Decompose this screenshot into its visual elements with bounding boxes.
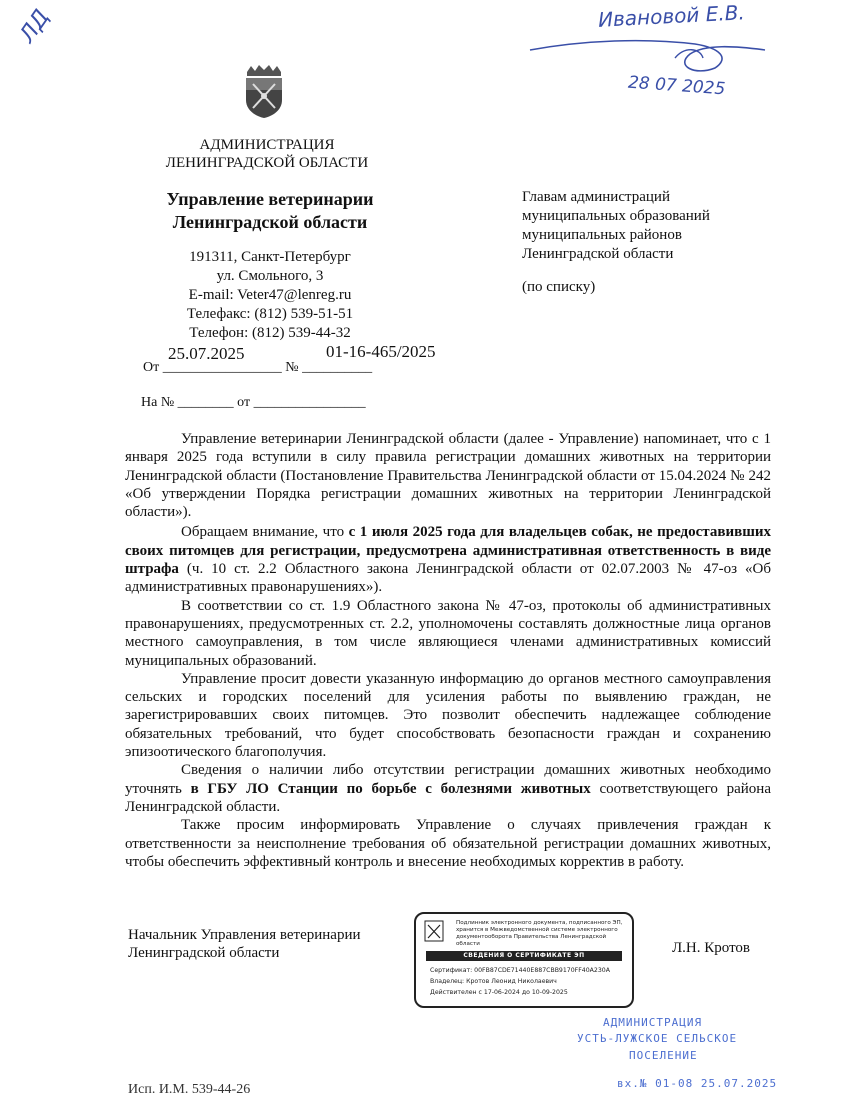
department-name-line2: Ленинградской области xyxy=(172,212,368,232)
handwritten-signature xyxy=(525,28,775,78)
reference-line: На № ________ от ________________ xyxy=(141,395,366,410)
paragraph: Управление ветеринарии Ленинградской области (далее - Управление) напоминает, что с 1 января 2025 года вступили в силу правила регистрации домашних животных на территории Ленинградской области (Постановление Правительства Ленинградской области от 15.04.2024 № 242 «Об утверждении Порядка регистрации домашних животных на территории Ленинградской области»). xyxy=(125,431,771,521)
incoming-stamp-line4: вх.№ 01-08 25.07.2025 xyxy=(617,1077,778,1090)
resolution-note: Ивановой Е.В. xyxy=(597,0,746,32)
administration-name: АДМИНИСТРАЦИЯ ЛЕНИНГРАДСКОЙ ОБЛАСТИ xyxy=(165,137,369,171)
e-signature-stamp xyxy=(414,912,634,1008)
registration-date: 25.07.2025 xyxy=(168,344,245,363)
addressee-line: муниципальных районов xyxy=(522,227,682,243)
department-name-line1: Управление ветеринарии xyxy=(166,189,374,209)
fax: Телефакс: (812) 539-51-51 xyxy=(186,306,354,322)
street-address: ул. Смольного, 3 xyxy=(216,268,324,284)
incoming-stamp-line3: ПОСЕЛЕНИЕ xyxy=(629,1049,698,1062)
addressee-line: Главам администраций xyxy=(522,189,670,205)
paragraph: Управление просит довести указанную информацию до органов местного самоуправления сельских и городских поселений для усиления работы по выявлению граждан, не зарегистрировавших своих питомцев. Это позволит обеспечить надлежащее соблюдение обязательных требований, что будет способствовать безопасности граждан и сохранению эпизоотического благополучия. xyxy=(125,670,771,761)
certificate-id: Сертификат: 00FB87CDE71440E887CBB9170FF40A230A xyxy=(430,967,610,974)
coat-of-arms-icon xyxy=(424,920,444,942)
certificate-owner: Владелец: Кротов Леонид Николаевич xyxy=(430,978,557,985)
certificate-validity: Действителен с 17-06-2024 до 10-09-2025 xyxy=(430,989,568,996)
paragraph: Обращаем внимание, что с 1 июля 2025 года для владельцев собак, не предоставивших своих питомцев для регистрации, предусмотрена административная ответственность в виде штрафа (ч. 10 ст. 2.2 Областного закона Ленинградской области от 02.07.2003 № 47-оз «Об административных правонарушениях»). xyxy=(125,524,772,596)
e-signature-note: Подлинник электронного документа, подписанного ЭП, хранится в Межведомственной системе электронного документооборота Правительства Ленинградской области xyxy=(456,920,623,947)
certificate-header: СВЕДЕНИЯ О СЕРТИФИКАТЕ ЭП xyxy=(426,951,622,961)
signatory-title xyxy=(128,926,361,962)
emphasis-text: с 1 июля 2025 года для владельцев собак, не предоставивших своих питомцев для регистрации, предусмотрена административная ответственность в виде штрафа xyxy=(125,524,772,578)
letter-body xyxy=(125,430,771,871)
corner-handwritten-mark: ЛД xyxy=(14,5,55,48)
coat-of-arms-icon xyxy=(243,64,285,119)
registration-line: От _________________ № __________ xyxy=(143,360,373,375)
addressee-note: (по списку) xyxy=(522,279,596,295)
signatory-name: Л.Н. Кротов xyxy=(672,940,751,956)
paragraph: Также просим информировать Управление о случаях привлечения граждан к ответственности за неисполнение требования об обязательной регистрации домашних животных, чтобы обеспечить эффективный контроль и внесение необходимых корректив в работу. xyxy=(125,817,771,870)
postal-address: 191311, Санкт-Петербург xyxy=(189,249,351,265)
addressee-line: Ленинградской области xyxy=(522,246,674,262)
registration-number: 01-16-465/2025 xyxy=(326,342,436,361)
signatory-title-line1: Начальник Управления ветеринарии xyxy=(128,927,361,943)
incoming-stamp-line2: УСТЬ-ЛУЖСКОЕ СЕЛЬСКОЕ xyxy=(577,1032,738,1045)
signatory-title-line2: Ленинградской области xyxy=(128,945,280,961)
addressee-line: муниципальных образований xyxy=(522,208,710,224)
contact-block xyxy=(170,248,370,343)
addressee-block xyxy=(522,188,710,297)
resolution-date: 28 07 2025 xyxy=(627,72,726,100)
emphasis-text: в ГБУ ЛО Станции по борьбе с болезнями животных xyxy=(190,780,591,797)
executor-line: Исп. И.М. 539-44-26 xyxy=(128,1082,251,1097)
paragraph: В соответствии со ст. 1.9 Областного закона № 47-оз, протоколы об административных правонарушениях, предусмотренных ст. 2.2, уполномочены составлять должностные лица органов местного самоуправления, в том числе являющиеся членами административных комиссий муниципальных образований. xyxy=(125,597,771,669)
incoming-stamp-line1: АДМИНИСТРАЦИЯ xyxy=(603,1016,703,1029)
email: E-mail: Veter47@lenreg.ru xyxy=(188,287,352,303)
phone: Телефон: (812) 539-44-32 xyxy=(189,325,351,341)
department-name xyxy=(150,188,390,234)
paragraph: Сведения о наличии либо отсутствии регистрации домашних животных необходимо уточнять в ГБУ ЛО Станции по борьбе с болезнями животных соответствующего района Ленинградской области. xyxy=(125,762,771,815)
